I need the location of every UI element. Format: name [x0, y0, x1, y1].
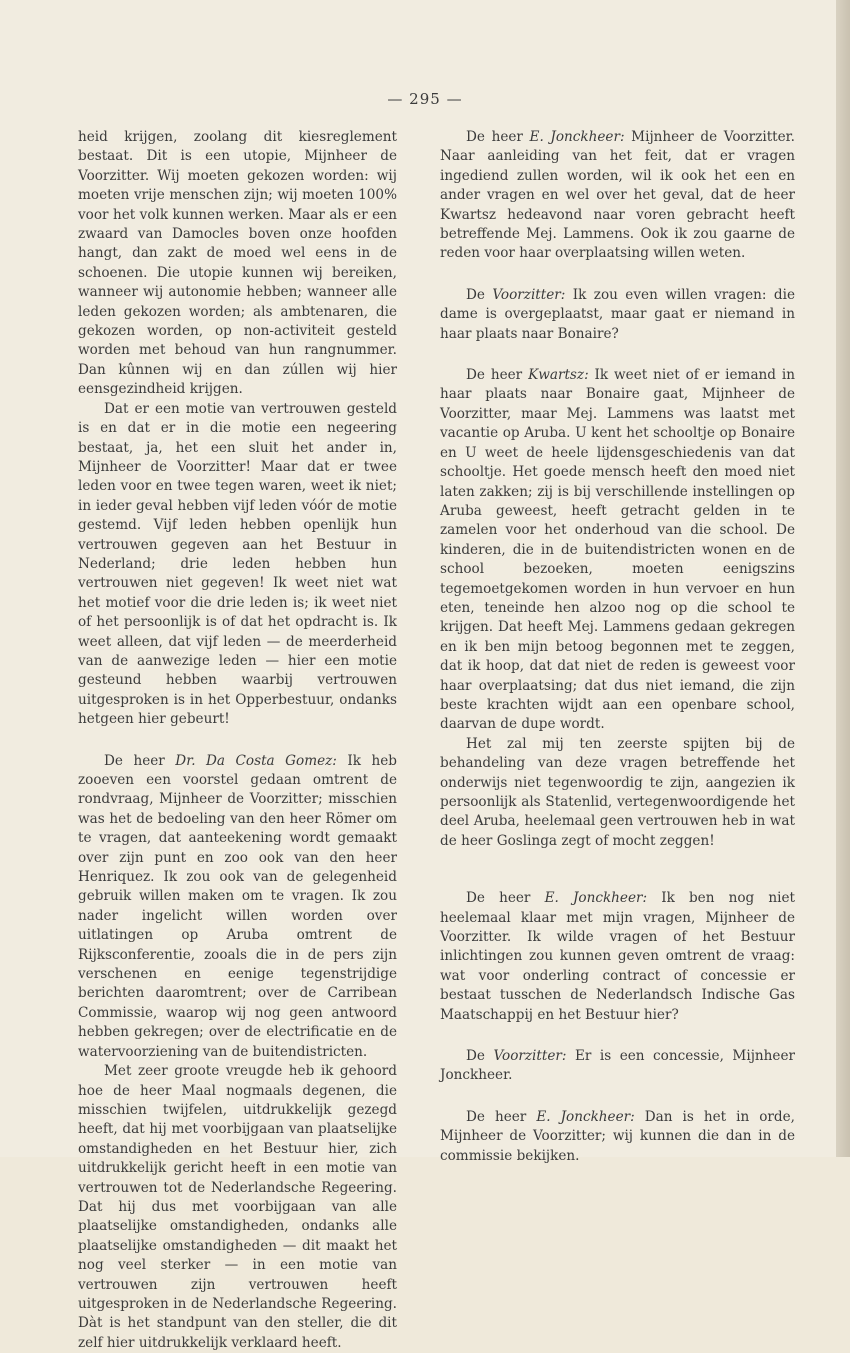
paragraph: Met zeer groote vreugde heb ik gehoord hoe de heer Maal nogmaals degenen, die misschien twijfelen, uitdrukkelijk gezegd heeft, dat hij met voorbijgaan van plaatselijke omstandigheden en het Bestuur hier, zich uitdrukkelijk gericht heeft in een motie van vertrouwen tot de Nederlandsche Regeering. Dat hij dus met voorbijgaan van alle plaatselijke omstandigheden, ondanks alle plaatselijke omstandigheden — dit maakt het nog veel sterker — in een motie van vertrouwen zijn vertrouwen heeft uitgesproken in de Nederlandsche Regeering. Dàt is het standpunt van den steller, die dit zelf hier uitdrukkelijk verklaard heeft.	[78, 1063, 397, 1351]
speaker-name: E. Jonckheer:	[544, 890, 648, 907]
left-column	[78, 128, 397, 1353]
paragraph: De heer Dr. Da Costa Gomez: Ik heb zooeven een voorstel gedaan omtrent de rondvraag, Mijnheer de Voorzitter; misschien was het de bedoeling van den heer Römer om te vragen, dat aanteekening wordt gemaakt over zijn punt en zoo ook van den heer Henriquez. Ik zou ook van de gelegenheid gebruik willen maken om te vragen. Ik zou nader ingelicht willen worden over uitlatingen op Aruba omtrent de Rijksconferentie, zooals die in de pers zijn verschenen en eenige tegenstrijdige berichten daaromtrent; over de Carribean Commissie, waarop wij nog geen antwoord hebben gekregen; over de electrificatie en de watervoorziening van de buitendistricten.	[78, 752, 397, 1060]
speaker-name: E. Jonckheer:	[529, 129, 625, 145]
speaker-name: E. Jonckheer:	[536, 1108, 635, 1125]
right-column	[440, 128, 795, 1166]
speaker-name: Dr. Da Costa Gomez:	[175, 752, 337, 769]
paragraph: De heer E. Jonckheer: Mijnheer de Voorzitter. Naar aanleiding van het feit, dat er vragen ingediend zullen worden, wil ik ook het een en ander vragen en wel over het geval, dat de heer Kwartsz hedeavond naar voren gebracht heeft betreffende Mej. Lammens. Ook ik zou gaarne de reden voor haar overplaatsing willen weten.	[440, 129, 795, 262]
paragraph: heid krijgen, zoolang dit kiesreglement bestaat. Dit is een utopie, Mijnheer de Voorzitter. Wij moeten gekozen worden: wij moeten vrije menschen zijn; wij moeten 100% voor het volk kunnen werken. Maar als er een zwaard van Damocles boven onze hoofden hangt, dan zakt de moed wel eens in de schoenen. Die utopie kunnen wij bereiken, wanneer wij autonomie hebben; wanneer alle leden gekozen worden; als ambtenaren, die gekozen worden, op non-activiteit gesteld worden met behoud van hun rangnummer. Dan kûnnen wij en dan zúllen wij hier eensgezindheid krijgen.	[78, 129, 397, 398]
paragraph: De heer E. Jonckheer: Ik ben nog niet heelemaal klaar met mijn vragen, Mijnheer de Voorzitter. Ik wilde vragen of het Bestuur inlichtingen zou kunnen geven omtrent de vraag: wat voor onderling contract of concessie er bestaat tusschen de Nederlandsch Indische Gas Maatschappij en het Bestuur hier?	[440, 890, 795, 1023]
paragraph: De Voorzitter: Er is een concessie, Mijnheer Jonckheer.	[440, 1048, 796, 1084]
paragraph: Dat er een motie van vertrouwen gesteld is en dat er in die motie een negeering bestaat, ja, het een sluit het ander in, Mijnheer de Voorzitter! Maar dat er twee leden voor en twee tegen waren, weet ik niet; in ieder geval hebben vijf leden vóór de motie gestemd. Vijf leden hebben openlijk hun vertrouwen gegeven aan het Bestuur in Nederland; drie leden hebben hun vertrouwen niet gegeven! Ik weet niet wat het motief voor die drie leden is; ik weet niet of het persoonlijk is of dat het opdracht is. Ik weet alleen, dat vijf leden — de meerderheid van de aanwezige leden — hier een motie gesteund hebben waarbij vertrouwen uitgesproken is in het Opperbestuur, ondanks hetgeen hier gebeurt!	[78, 400, 397, 728]
paragraph: De heer Kwartsz: Ik weet niet of er iemand in haar plaats naar Bonaire gaat, Mijnheer de Voorzitter, maar Mej. Lammens was laatst met vacantie op Aruba. U kent het schooltje op Bonaire en U weet de heele lijdensgeschiedenis van dat schooltje. Het goede mensch heeft den moed niet laten zakken; zij is bij verschillende instellingen op Aruba geweest, heeft getracht gelden in te zamelen voor het onderhoud van die school. De kinderen, die in de buitendistricten wonen en de school bezoeken, moeten eenigszins tegemoetgekomen worden in hun vervoer en hun eten, teneinde hen alzoo nog op die school te krijgen. Dat heeft Mej. Lammens gedaan gekregen en ik ben mijn betoog begonnen met te zeggen, dat ik hoop, dat dat niet de reden is geweest voor haar overplaatsing; dat dus niet iemand, die zijn beste krachten wijdt aan een openbare school, daarvan de dupe wordt.	[440, 367, 795, 733]
speaker-name: Voorzitter:	[492, 286, 566, 303]
paragraph: Het zal mij ten zeerste spijten bij de behandeling van deze vragen betreffende het onderwijs niet tegenwoordig te zijn, aangezien ik persoonlijk als Statenlid, vertegenwoordigende het deel Aruba, heelemaal geen vertrouwen heb in wat de heer Goslinga zegt of mocht zeggen!	[440, 735, 795, 849]
speaker-name: Voorzitter:	[493, 1048, 567, 1065]
page-number: — 295 —	[387, 90, 463, 108]
page-edge	[836, 0, 850, 1157]
paragraph: De Voorzitter: Ik zou even willen vragen: die dame is overgeplaatst, maar gaat er niemand in haar plaats naar Bonaire?	[440, 286, 795, 342]
speaker-name: Kwartsz:	[528, 367, 589, 384]
paragraph: De heer E. Jonckheer: Dan is het in orde, Mijnheer de Voorzitter; wij kunnen die dan in de commissie bekijken.	[440, 1108, 795, 1164]
